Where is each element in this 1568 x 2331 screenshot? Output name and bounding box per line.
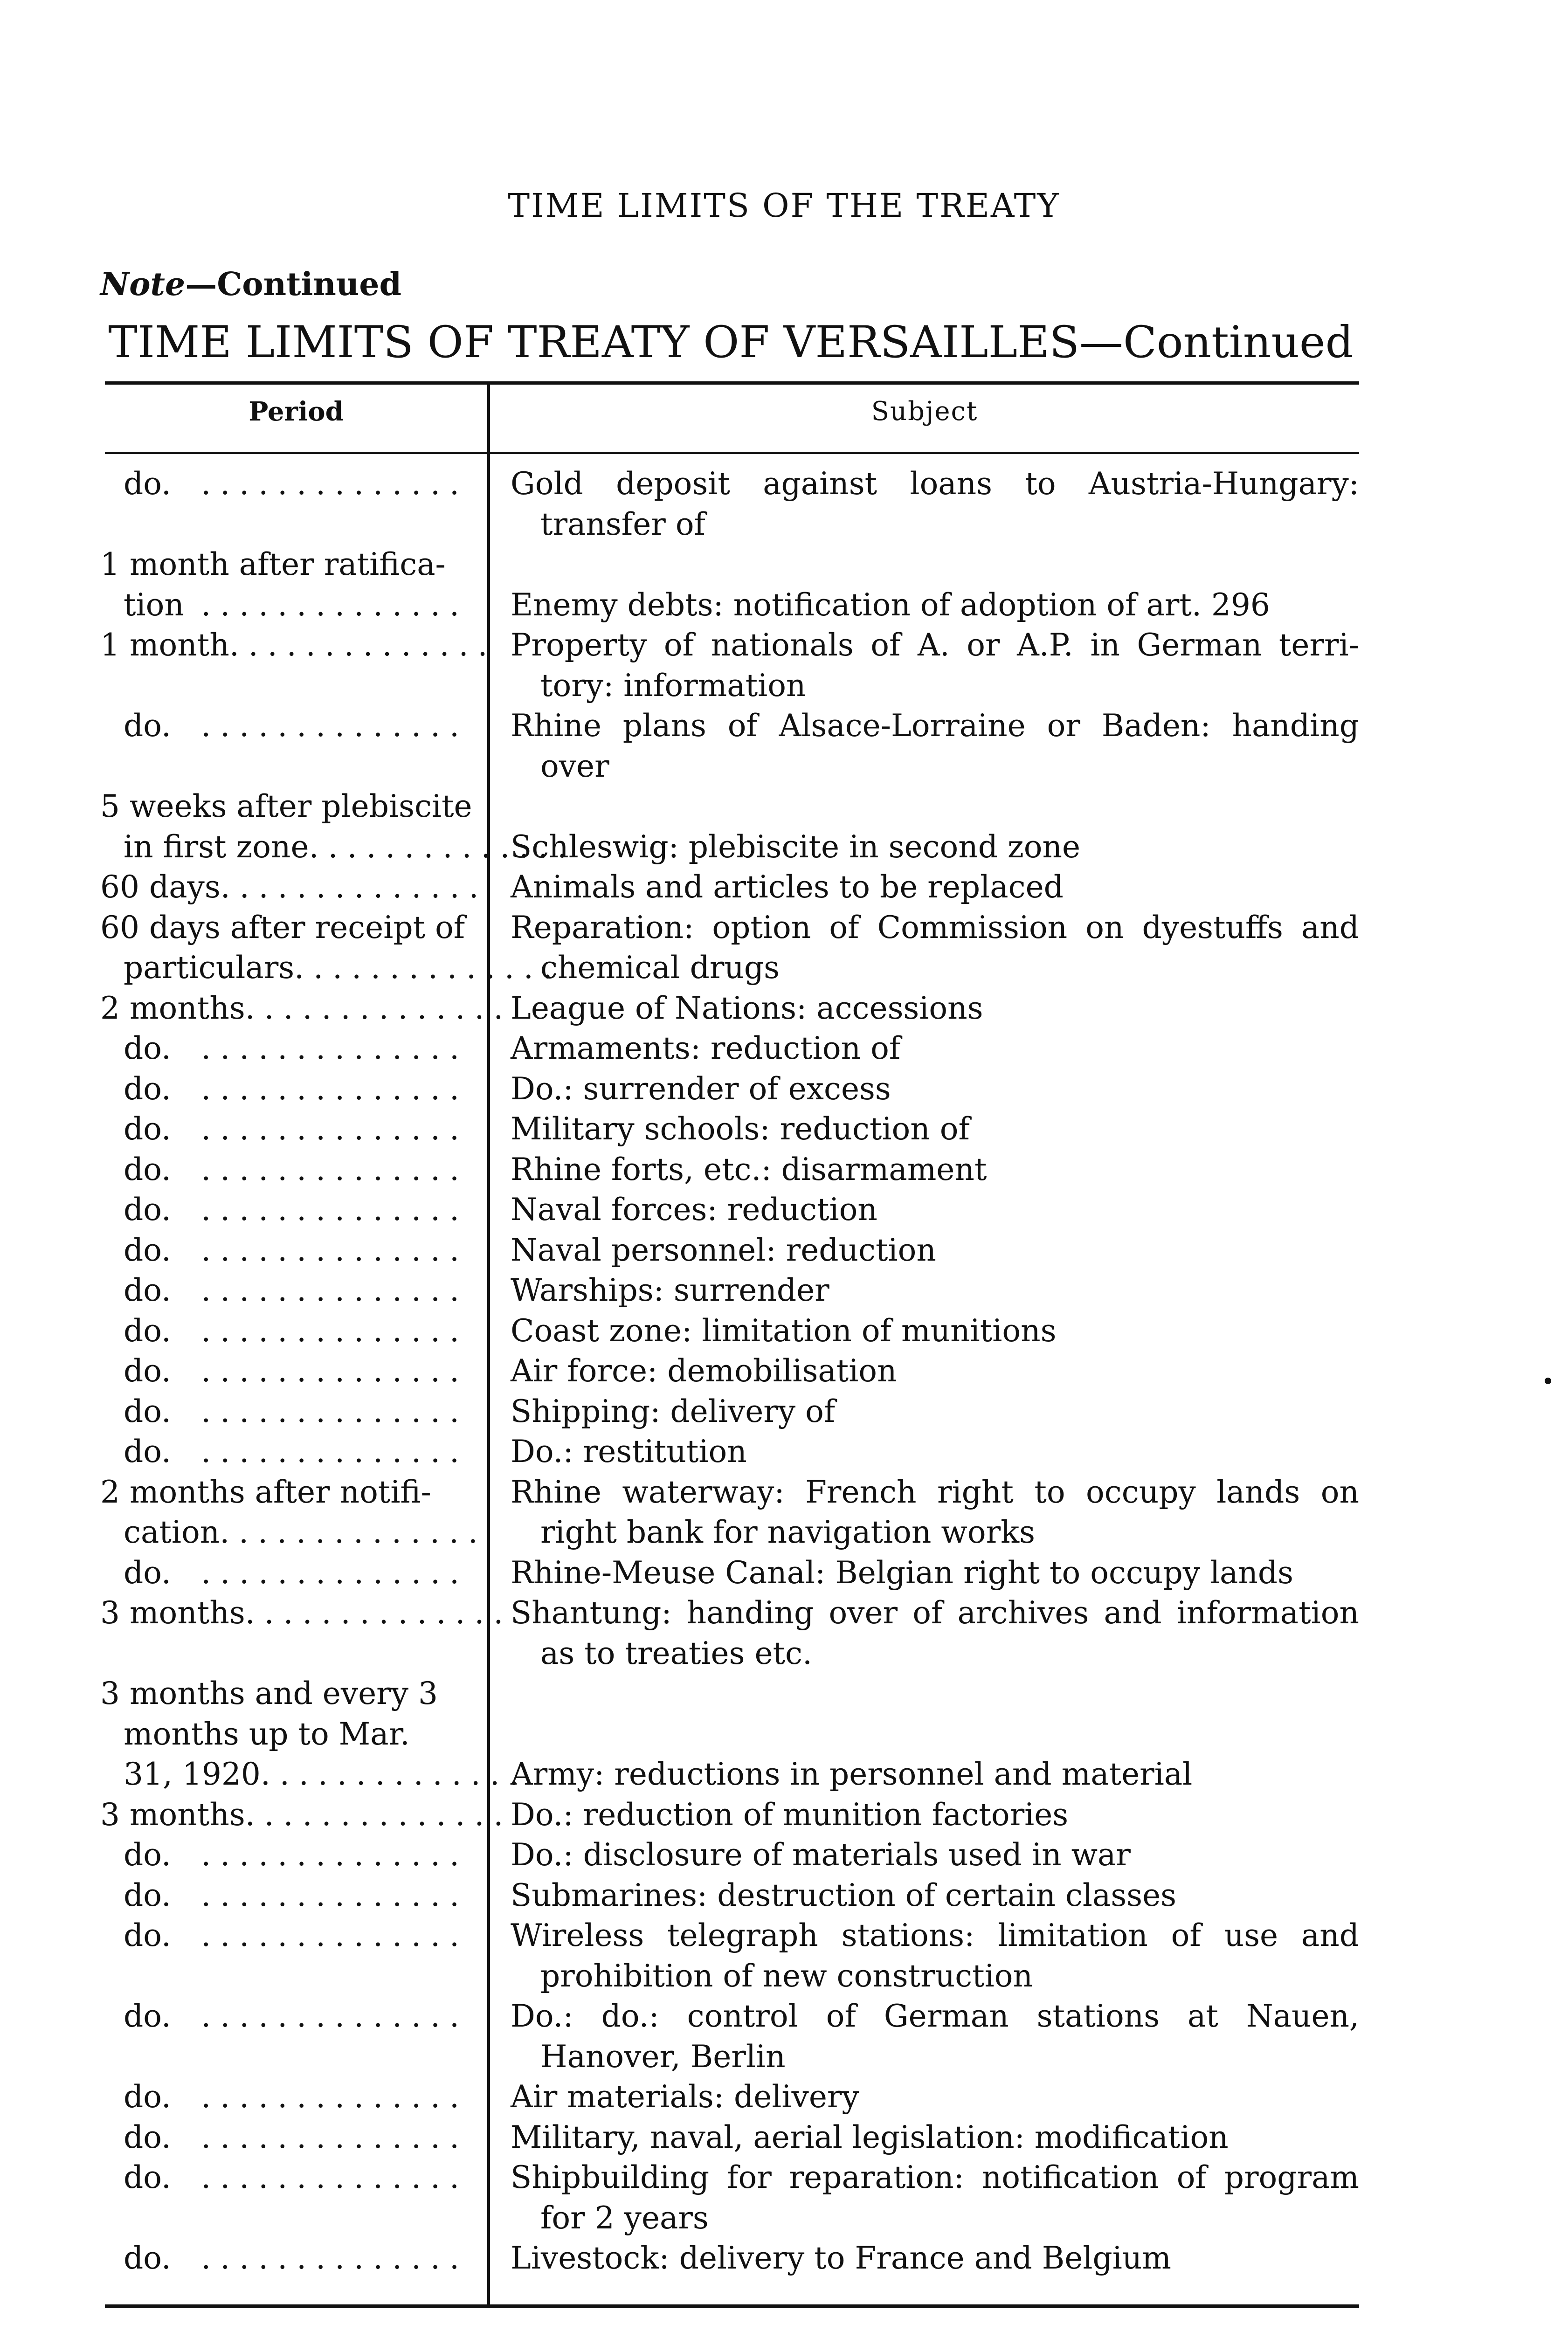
period-cell [0,1392,487,1432]
subject-line: Gold deposit against loans to Austria-Hungary: [511,466,1359,502]
period-line [100,1270,469,1311]
period-line [100,1069,469,1110]
period-text: do. [124,1151,171,1187]
subject-line: Animals and articles to be replaced [511,869,1064,905]
table-row [0,2077,1568,2117]
leader-dots: .............. [201,1030,469,1066]
period-text: do. [124,1192,171,1228]
subject-line: Army: reductions in personnel and material [511,1756,1193,1792]
period-cell [0,1150,487,1190]
period-text: do. [124,1393,171,1429]
subject-cell [490,1754,1359,1795]
subject-line: Rhine plans of Alsace-Lorraine or Baden: handing [511,708,1359,744]
period-cell [0,1472,487,1553]
column-header-subject: Subject [871,396,978,427]
period-text: 60 days after receipt of [100,909,465,945]
table-row [0,1553,1568,1593]
column-header-period: Period [249,396,344,427]
subject-line: Air materials: delivery [511,2079,859,2115]
subject-cell [490,1109,1359,1150]
subject-cell [490,1270,1359,1311]
leader-dots: .............. [201,1554,469,1591]
period-line [100,2158,469,2198]
period-text: 31, 1920 [124,1756,261,1792]
period-line [100,1351,469,1392]
period-line [100,2238,469,2279]
period-line [100,1916,469,1956]
subject-cell [490,2117,1359,2158]
subject-line: Military schools: reduction of [511,1111,970,1147]
period-line [100,545,469,585]
period-text: do. [124,1272,171,1308]
leader-dots: .............. [309,828,577,865]
leader-dots: .............. [245,1595,513,1631]
subject-cell [490,1593,1359,1674]
period-cell [0,2238,487,2279]
note-suffix: —Continued [185,266,402,303]
table-row [0,1432,1568,1472]
subject-line: Rhine waterway: French right to occupy lands on [511,1474,1359,1510]
subject-line: Do.: reduction of munition factories [511,1796,1069,1833]
subject-cell [490,1392,1359,1432]
period-cell [0,2077,487,2117]
leader-dots: .............. [260,1756,528,1792]
period-text: 5 weeks after plebiscite [100,788,472,824]
leader-dots: .............. [245,1796,513,1833]
leader-dots: .............. [245,990,513,1026]
period-text: 2 months [100,990,245,1026]
period-text: do. [124,466,171,502]
subject-line: Wireless telegraph stations: limitation of use and [511,1917,1359,1953]
period-line [100,1876,469,1916]
subject-cell [490,2158,1359,2238]
subject-cell [490,1069,1359,1110]
period-cell [0,1674,528,1795]
period-cell [0,1351,487,1392]
leader-dots: .............. [201,2240,469,2276]
period-cell [0,786,577,867]
period-line [100,1512,487,1553]
table-row [0,706,1568,786]
subject-line: right bank for navigation works [540,1514,1036,1550]
period-text: 60 days [100,869,221,905]
leader-dots: .............. [201,708,469,744]
period-text: do. [124,1877,171,1913]
subject-line: Shantung: handing over of archives and information [511,1595,1359,1631]
period-line [100,1432,469,1472]
period-text: do. [124,1917,171,1953]
subject-cell [490,1028,1359,1069]
subject-cell [490,706,1359,786]
period-cell [0,1109,487,1150]
period-line [100,908,469,948]
table-row [0,1150,1568,1190]
period-cell [0,706,487,746]
table-row [0,786,1568,867]
leader-dots: .............. [201,2079,469,2115]
period-text: do. [124,1998,171,2034]
period-cell [0,988,513,1029]
leader-dots: .............. [201,1312,469,1349]
period-text: do. [124,1030,171,1066]
period-cell [0,1270,487,1311]
subject-line: Armaments: reduction of [511,1030,901,1066]
subject-cell [490,1472,1359,1553]
period-line [100,1754,528,1795]
period-text: do. [124,1312,171,1349]
subject-line: Air force: demobilisation [511,1353,897,1389]
period-text: 3 months and every 3 [100,1676,438,1711]
subject-line: tory: information [540,667,806,703]
period-text: do. [124,1837,171,1873]
period-line [100,1674,469,1714]
period-text: months up to Mar. [124,1716,410,1752]
period-cell [0,1996,487,2037]
table-row [0,1069,1568,1110]
period-cell [0,1916,487,1956]
period-line [100,585,469,626]
period-cell [0,625,497,666]
period-text: 2 months after notifi- [100,1474,431,1510]
table-row [0,1392,1568,1432]
table-top-rule [105,381,1359,385]
period-cell [0,1553,487,1593]
table-row [0,1311,1568,1352]
leader-dots: .............. [220,1514,487,1550]
period-text: do. [124,2240,171,2276]
table-row [0,1835,1568,1876]
period-cell [0,2117,487,2158]
running-head: TIME LIMITS OF THE TREATY [508,186,1060,225]
subject-line: Hanover, Berlin [540,2038,786,2075]
leader-dots: .............. [201,2159,469,2195]
period-cell [0,1230,487,1271]
period-cell [0,1432,487,1472]
period-line [100,1109,469,1150]
subject-cell [490,625,1359,706]
period-cell [0,908,562,988]
subject-cell [490,1795,1359,1835]
subject-line: Property of nationals of A. or A.P. in German terri- [511,627,1359,663]
table-row [0,1351,1568,1392]
period-line [100,1996,469,2037]
subject-line: Livestock: delivery to France and Belgium [511,2240,1171,2276]
period-cell [0,464,487,504]
period-text: do. [124,2159,171,2195]
subject-cell [490,827,1359,868]
period-cell [0,1311,487,1352]
subject-line: Naval forces: reduction [511,1192,877,1228]
period-cell [0,1069,487,1110]
period-cell [0,1593,513,1634]
leader-dots: .............. [201,1998,469,2034]
leader-dots: .............. [201,1837,469,1873]
table-row [0,908,1568,988]
table-bottom-rule [105,2304,1359,2308]
subject-line: Military, naval, aerial legislation: modification [511,2119,1229,2155]
period-cell [0,1795,513,1835]
period-line [100,988,513,1029]
subject-line: Warships: surrender [511,1272,829,1308]
subject-line: as to treaties etc. [540,1635,812,1671]
period-line [100,1714,469,1755]
table-row [0,1593,1568,1674]
period-text: 3 months [100,1595,245,1631]
subject-cell [490,1996,1359,2077]
period-line [100,1553,469,1593]
leader-dots: .............. [201,2119,469,2155]
subject-cell [490,1190,1359,1230]
period-line [100,1795,513,1835]
leader-dots: .............. [201,1434,469,1469]
period-line [100,867,488,908]
table-row [0,1028,1568,1069]
table-row [0,1795,1568,1835]
period-text: do. [124,1232,171,1268]
subject-line: over [540,748,609,784]
table-row [0,2238,1568,2279]
subject-line: Coast zone: limitation of munitions [511,1312,1057,1349]
subject-line: Schleswig: plebiscite in second zone [511,828,1081,865]
leader-dots: .............. [201,1192,469,1228]
period-text: do. [124,1353,171,1389]
subject-cell [490,464,1359,545]
period-text: in first zone [124,828,309,865]
note-continued [100,266,401,303]
table-row [0,1996,1568,2077]
subject-cell [490,1311,1359,1352]
subject-line: transfer of [540,506,705,542]
period-line [100,2077,469,2117]
period-text: do. [124,1070,171,1107]
leader-dots: .............. [201,1272,469,1308]
period-cell [0,1835,487,1876]
period-line [100,827,577,868]
subject-cell [490,1432,1359,1472]
period-line [100,1593,513,1634]
table-body [0,464,1568,2279]
leader-dots: .............. [201,1111,469,1147]
period-line [100,464,469,504]
period-text: do. [124,2079,171,2115]
subject-cell [490,1916,1359,1996]
period-text: do. [124,1434,171,1469]
subject-line: Rhine-Meuse Canal: Belgian right to occupy lands [511,1554,1294,1591]
subject-line: Submarines: destruction of certain classes [511,1877,1177,1913]
subject-line: Naval personnel: reduction [511,1232,936,1268]
period-line [100,1311,469,1352]
subject-cell [490,988,1359,1029]
subject-cell [490,1553,1359,1593]
table-row [0,1190,1568,1230]
subject-cell [490,1230,1359,1271]
period-line [100,625,497,666]
leader-dots: .............. [201,1151,469,1187]
leader-dots: .............. [201,1393,469,1429]
period-line [100,1150,469,1190]
subject-line: prohibition of new construction [540,1958,1033,1994]
subject-cell [490,1351,1359,1392]
table-row [0,1674,1568,1795]
table-row [0,545,1568,625]
period-cell [0,1028,487,1069]
margin-speck [1545,1378,1551,1384]
period-line [100,786,472,827]
subject-line: League of Nations: accessions [511,990,983,1026]
subject-line: Do.: restitution [511,1434,747,1469]
table-row [0,625,1568,706]
subject-line: Reparation: option of Commission on dyestuffs and [511,909,1359,945]
leader-dots: .............. [201,1353,469,1389]
period-line [100,1190,469,1230]
subject-line: Enemy debts: notification of adoption of art. 296 [511,586,1270,623]
period-text: 1 month [100,627,229,663]
period-line [100,1028,469,1069]
subject-line: for 2 years [540,2200,709,2236]
period-cell [0,545,487,625]
period-cell [0,867,487,908]
period-cell [0,1876,487,1916]
note-label: Note [100,266,186,303]
subject-cell [490,2077,1359,2117]
subject-cell [490,585,1359,626]
leader-dots: .............. [229,627,497,663]
period-line [100,1392,469,1432]
leader-dots: .............. [294,950,562,986]
table-row [0,1230,1568,1271]
subject-cell [490,908,1359,988]
subject-line: Shipping: delivery of [511,1393,836,1429]
period-text: do. [124,2119,171,2155]
table-row [0,1876,1568,1916]
subject-line: Shipbuilding for reparation: notification of program [511,2159,1359,2195]
table-row [0,464,1568,545]
leader-dots: .............. [220,869,488,905]
period-text: particulars [124,950,295,986]
leader-dots: .............. [201,1917,469,1953]
leader-dots: .............. [201,466,469,502]
subject-line: Do.: do.: control of German stations at Nauen, [511,1998,1359,2034]
table-row [0,867,1568,908]
period-text: 1 month after ratifica- [100,546,446,582]
subject-cell [490,1835,1359,1876]
period-cell [0,2158,487,2198]
period-line [100,1835,469,1876]
table-row [0,988,1568,1029]
subject-line: Do.: disclosure of materials used in war [511,1837,1131,1873]
period-cell [0,1190,487,1230]
leader-dots: .............. [201,1070,469,1107]
period-text: tion [124,586,184,623]
leader-dots: .............. [201,1877,469,1913]
table-row [0,1916,1568,1996]
period-line [100,2117,469,2158]
table-title: TIME LIMITS OF TREATY OF VERSAILLES—Continued [108,317,1354,368]
period-line [100,1472,469,1513]
subject-cell [490,867,1359,908]
period-text: do. [124,1554,171,1591]
subject-line: Do.: surrender of excess [511,1070,891,1107]
table-row [0,1109,1568,1150]
subject-cell [490,1150,1359,1190]
subject-cell [490,2238,1359,2279]
leader-dots: .............. [201,586,469,623]
leader-dots: .............. [201,1232,469,1268]
period-text: 3 months [100,1796,245,1833]
subject-line: Rhine forts, etc.: disarmament [511,1151,987,1187]
period-text: do. [124,708,171,744]
table-row [0,2158,1568,2238]
period-text: cation [124,1514,220,1550]
subject-line: chemical drugs [540,950,780,986]
table-row [0,1472,1568,1553]
period-line [100,706,469,746]
period-line [100,948,562,988]
header-rule [105,452,1359,454]
table-row [0,2117,1568,2158]
table-row [0,1270,1568,1311]
period-line [100,1230,469,1271]
period-text: do. [124,1111,171,1147]
subject-cell [490,1876,1359,1916]
